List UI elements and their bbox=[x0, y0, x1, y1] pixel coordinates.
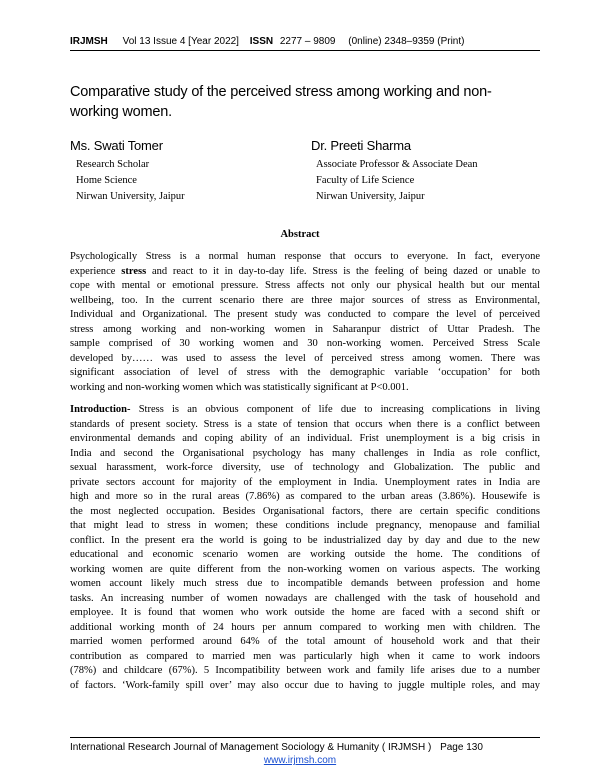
introduction-line: women account likely much stress due to incompatible demands between profession and home bbox=[70, 578, 540, 589]
abstract-line: experience stress and react to it in day-to-day life. Stress is the feeling of being dazed or unable to bbox=[70, 265, 540, 277]
abstract-line: sample comprised of 30 working women and 30 non-working women. Perceived Stress Scale bbox=[70, 338, 540, 349]
issn-online-print: (0nline) 2348–9359 (Print) bbox=[348, 36, 465, 47]
journal-full-name: International Research Journal of Management Sociology & Humanity ( IRJMSH ) bbox=[70, 742, 432, 753]
abstract-heading: Abstract bbox=[280, 229, 320, 240]
introduction-line: educational and economic scenario women are working outside the home. The conditions of bbox=[70, 549, 540, 560]
abstract-line: Psychologically Stress is a normal human response that occurs to everyone. In fact, everyone bbox=[70, 251, 540, 262]
introduction-line: tasks. An increasing number of women nowadays are challenged with the task of household and bbox=[70, 592, 540, 604]
introduction-line: of factors. ‘Work-family spill over’ may also occur due to having to juggle multiple roles, and may bbox=[70, 679, 540, 691]
author-name-1: Ms. Swati Tomer bbox=[70, 138, 163, 153]
abstract-line: stress among working and non-working women in Saharanpur district of Uttar Pradesh. The bbox=[70, 323, 540, 335]
abstract-body bbox=[70, 250, 540, 395]
author-2-line: Associate Professor & Associate Dean bbox=[316, 159, 478, 170]
introduction-line: (78%) and childcare (67%). 5 Incompatibility between work and family life arises due to a number bbox=[70, 665, 540, 676]
introduction-line: the most neglected occupation. Besides Organisational factors, there are certain specific conditions bbox=[70, 505, 540, 517]
author-2-line: Nirwan University, Jaipur bbox=[316, 191, 425, 202]
author-affiliation-1 bbox=[76, 157, 185, 205]
introduction-first-line bbox=[70, 403, 540, 418]
author-name-2: Dr. Preeti Sharma bbox=[311, 138, 411, 153]
page-number: Page 130 bbox=[440, 742, 483, 753]
introduction-line: sexual harassment, work-force diversity, use of technology and Globalization. The public and bbox=[70, 462, 540, 473]
header-rule bbox=[70, 50, 540, 51]
introduction-label: Introduction- bbox=[70, 404, 131, 415]
introduction-line: contribution as compared to married men was particularly high when it came to work indoors bbox=[70, 650, 540, 662]
abstract-line: Individual and Organizational. The present study was conducted to compare the level of perceived bbox=[70, 309, 540, 320]
introduction-line: high and more so in the rural areas (7.86%) as compared to the urban areas (3.86%). Housewife is bbox=[70, 491, 540, 502]
abstract-line: significant association of level of stress with the demographic variable ‘occupation’ for both bbox=[70, 367, 540, 378]
introduction-line: environmental demands and coping ability of an individual. Frist unemployment is a big crisis in bbox=[70, 433, 540, 444]
introduction-line: married women performed around 64% of the total amount of household work and that their bbox=[70, 636, 540, 647]
abstract-line: working and non-working women which was statistically significant at P<0.001. bbox=[70, 381, 409, 393]
introduction-line: conflict. In the present era the world is going to be industrialized day by day and due to the new bbox=[70, 534, 540, 546]
journal-abbrev: IRJMSH bbox=[70, 36, 108, 47]
issn-label: ISSN bbox=[249, 36, 274, 47]
introduction-line: that might lead to stress in women; these conditions include pregnancy, menopause and familial bbox=[70, 520, 540, 531]
author-1-line: Nirwan University, Jaipur bbox=[76, 191, 185, 202]
emphasized-term: stress bbox=[121, 265, 147, 277]
abstract-line: developed by…… was used to assess the level of perceived stress among women. There was bbox=[70, 352, 540, 364]
author-1-line: Home Science bbox=[76, 175, 137, 186]
abstract-line: wellbeing, too. In the current scenario there are three major sources of stress as Environmental, bbox=[70, 294, 540, 306]
author-affiliation-2 bbox=[316, 157, 478, 205]
introduction-line: India and second the Organisational psychology has many challenges in India as role conflict, bbox=[70, 447, 540, 459]
footer-rule bbox=[70, 737, 540, 738]
introduction-line: employee. It is found that women who work outside the home are faced with a second shift or bbox=[70, 607, 540, 618]
volume-info: Vol 13 Issue 4 [Year 2022] bbox=[122, 36, 239, 47]
running-header bbox=[70, 36, 540, 47]
introduction-line: Stress is an obvious component of life due to increasing complications in living bbox=[130, 404, 540, 415]
issn-value: 2277 – 9809 bbox=[279, 36, 336, 47]
abstract-line: cope with mental or emotional pressure. Stress affects not only our physical health but our mental bbox=[70, 280, 540, 291]
introduction-line: standards of present society. Stress is a state of tension that occurs when there is a conflict between bbox=[70, 418, 540, 430]
running-footer bbox=[70, 742, 540, 753]
introduction-line: private sectors account for majority of the employment in India. Unemployment rates in India are bbox=[70, 476, 540, 488]
introduction-section bbox=[70, 403, 540, 693]
author-1-line: Research Scholar bbox=[76, 159, 150, 170]
introduction-line: working women are quite different from the non-working women on various aspects. The working bbox=[70, 563, 540, 575]
author-2-line: Faculty of Life Science bbox=[316, 175, 415, 186]
introduction-line: additional working month of 24 hours per annum compared to working men with children. The bbox=[70, 621, 540, 633]
paper-title: Comparative study of the perceived stress among working and non-working women. bbox=[70, 84, 492, 120]
journal-website-link[interactable]: www.irjmsh.com bbox=[263, 755, 337, 766]
